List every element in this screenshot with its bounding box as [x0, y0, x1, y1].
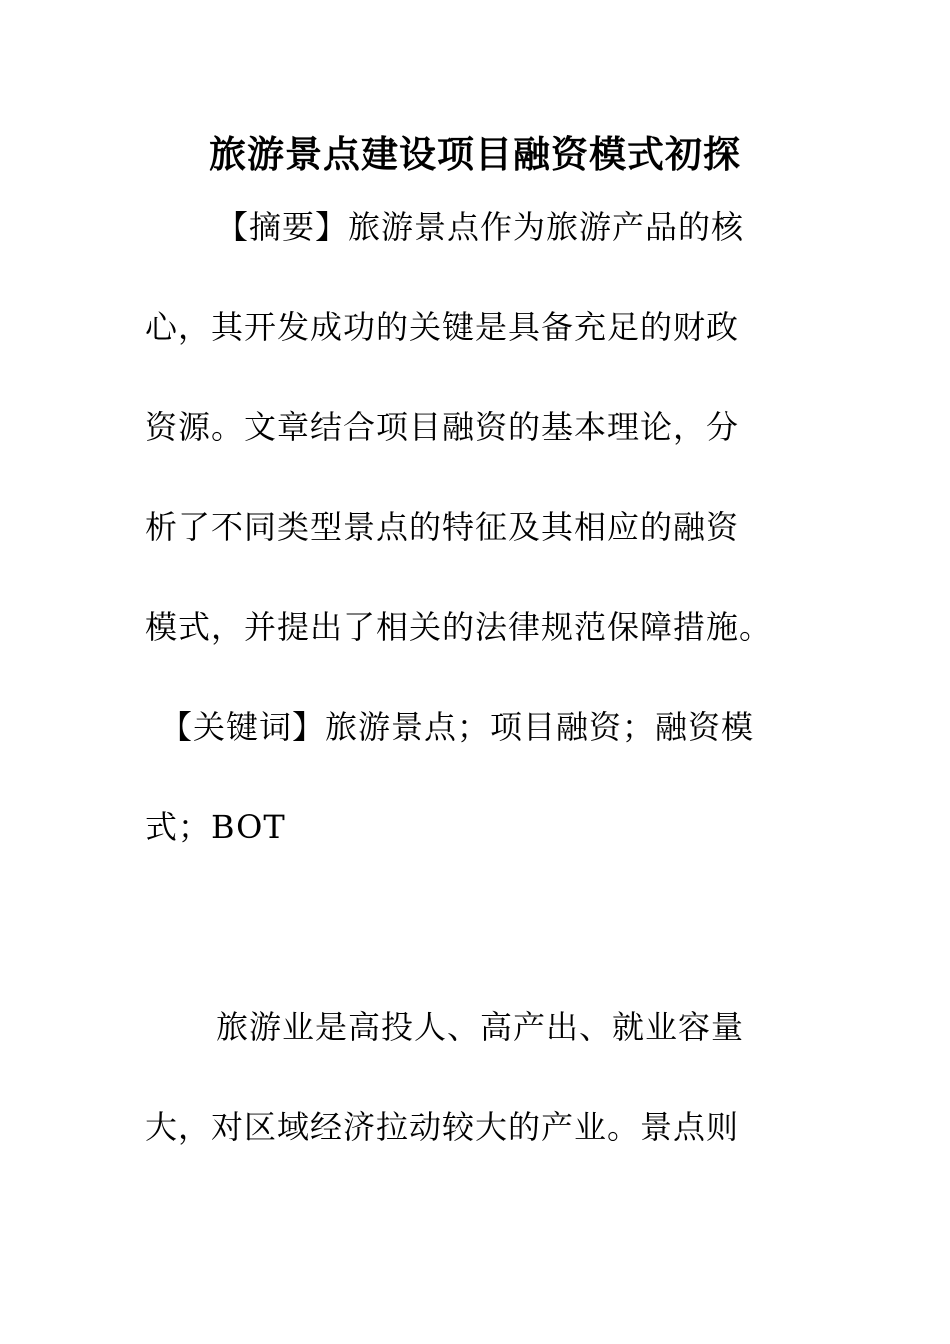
- body-line-2: 大，对区域经济拉动较大的产业。景点则: [145, 1108, 740, 1146]
- abstract-line-3: 资源。文章结合项目融资的基本理论，分: [145, 408, 740, 446]
- abstract-line-1: 【摘要】旅游景点作为旅游产品的核: [216, 208, 745, 246]
- keywords-line-1: 【关键词】旅游景点；项目融资；融资模: [160, 708, 755, 746]
- keywords-line-2: 式；BOT: [145, 808, 286, 846]
- document-title: 旅游景点建设项目融资模式初探: [209, 132, 741, 176]
- abstract-line-5: 模式，并提出了相关的法律规范保障措施。: [145, 608, 773, 646]
- body-line-1: 旅游业是高投人、高产出、就业容量: [216, 1008, 745, 1046]
- abstract-line-2: 心，其开发成功的关键是具备充足的财政: [145, 308, 740, 346]
- abstract-line-4: 析了不同类型景点的特征及其相应的融资: [145, 508, 740, 546]
